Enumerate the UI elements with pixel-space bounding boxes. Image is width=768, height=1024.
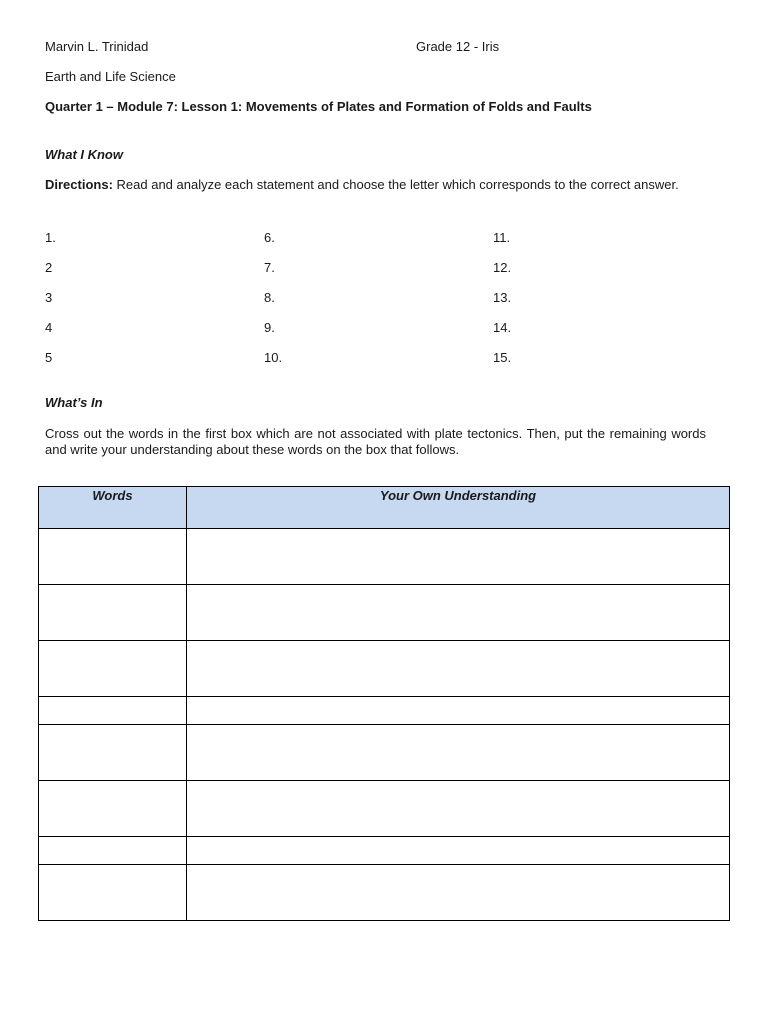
table-row bbox=[39, 641, 730, 697]
word-cell[interactable] bbox=[39, 697, 187, 725]
answer-item: 10. bbox=[264, 350, 283, 365]
directions-paragraph bbox=[45, 177, 706, 193]
answer-item: 6. bbox=[264, 230, 275, 245]
word-cell[interactable] bbox=[39, 837, 187, 865]
understanding-cell[interactable] bbox=[187, 837, 730, 865]
directions-text: Read and analyze each statement and choose the letter which corresponds to the correct answer. bbox=[112, 177, 679, 192]
grade-section: Grade 12 - Iris bbox=[416, 39, 500, 54]
answer-item: 9. bbox=[264, 320, 275, 335]
word-cell[interactable] bbox=[39, 641, 187, 697]
answer-item: 12. bbox=[493, 260, 512, 275]
answer-item: 3 bbox=[45, 290, 53, 305]
answer-item: 2 bbox=[45, 260, 53, 275]
answer-item: 11. bbox=[493, 230, 511, 245]
table-row bbox=[39, 837, 730, 865]
table-row bbox=[39, 781, 730, 837]
word-cell[interactable] bbox=[39, 585, 187, 641]
student-name: Marvin L. Trinidad bbox=[45, 39, 149, 54]
words-understanding-table bbox=[38, 486, 730, 921]
module-title: Quarter 1 – Module 7: Lesson 1: Movements of Plates and Formation of Folds and Faults bbox=[45, 99, 592, 114]
answer-item: 14. bbox=[493, 320, 512, 335]
answer-item: 8. bbox=[264, 290, 275, 305]
answer-item: 5 bbox=[45, 350, 53, 365]
understanding-cell[interactable] bbox=[187, 781, 730, 837]
words-column-header: Words bbox=[39, 487, 187, 529]
table-row bbox=[39, 697, 730, 725]
understanding-cell[interactable] bbox=[187, 865, 730, 921]
word-cell[interactable] bbox=[39, 781, 187, 837]
whats-in-instructions: Cross out the words in the first box which are not associated with plate tectonics. Then, put the remaining words and write your understanding about these words on the box that follows. bbox=[45, 426, 706, 457]
word-cell[interactable] bbox=[39, 865, 187, 921]
understanding-cell[interactable] bbox=[187, 725, 730, 781]
understanding-cell[interactable] bbox=[187, 585, 730, 641]
answer-item: 7. bbox=[264, 260, 275, 275]
subject-name: Earth and Life Science bbox=[45, 69, 176, 84]
table-row bbox=[39, 529, 730, 585]
table-body bbox=[39, 529, 730, 921]
answer-item: 4 bbox=[45, 320, 53, 335]
understanding-cell[interactable] bbox=[187, 697, 730, 725]
understanding-column-header: Your Own Understanding bbox=[187, 487, 730, 529]
table-row bbox=[39, 725, 730, 781]
directions-label: Directions: bbox=[45, 177, 113, 192]
understanding-cell[interactable] bbox=[187, 529, 730, 585]
word-cell[interactable] bbox=[39, 529, 187, 585]
table-header-row bbox=[39, 487, 730, 529]
answer-item: 1. bbox=[45, 230, 56, 245]
what-i-know-heading: What I Know bbox=[45, 147, 123, 162]
answer-item: 13. bbox=[493, 290, 512, 305]
table-row bbox=[39, 585, 730, 641]
table-row bbox=[39, 865, 730, 921]
understanding-cell[interactable] bbox=[187, 641, 730, 697]
answer-item: 15. bbox=[493, 350, 512, 365]
word-cell[interactable] bbox=[39, 725, 187, 781]
whats-in-heading: What’s In bbox=[45, 395, 103, 410]
